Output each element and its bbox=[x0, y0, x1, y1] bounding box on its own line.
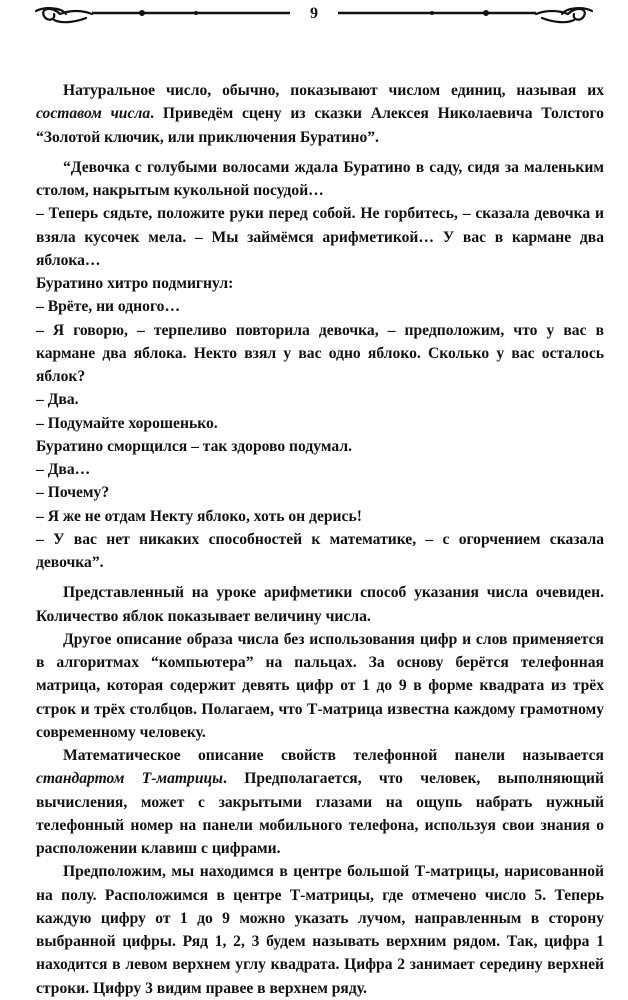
dialog-line: – У вас нет никаких способностей к математике, – с огорчением сказала девочка”. bbox=[36, 530, 604, 571]
page-header bbox=[0, 0, 628, 36]
dialog-line: – Теперь сядьте, положите руки перед собой. Не горбитесь, – сказала девочка и взяла кусочек мела. – Мы займёмся арифметикой… У вас в кармане два яблока… bbox=[36, 205, 604, 269]
paragraph-1-text-b: . Приведём сцену из сказки Алексея Николаевича Толстого “Золотой ключик, или приключения Буратино”. bbox=[36, 105, 604, 146]
paragraph-1-text-a: Натуральное число, обычно, показывают числом единиц, называя их bbox=[63, 82, 604, 99]
paragraph: Другое описание образа числа без использования цифр и слов применяется в алгоритмах “компьютера” на пальцах. За основу берётся телефонная матрица, которая содержит девять цифр от 1 до 9 в форме квадрата из трёх строк и трёх столбцов. Полагаем, что Т-матрица известна каждому грамотному современному человеку. bbox=[36, 630, 604, 741]
dialog-line: – Врёте, ни одного… bbox=[36, 298, 181, 316]
page-body bbox=[36, 79, 604, 1000]
dialog-line: – Почему? bbox=[36, 484, 110, 502]
dialog-line: – Два. bbox=[36, 391, 79, 409]
paragraph-text-b: . Предполагается, что человек, выполняющий вычисления, может с закрытыми глазами на ощупь набрать нужный телефонный номер на панели мобильного телефона, используя свои знания о расположении клавиш с цифрами. bbox=[36, 770, 605, 857]
dialog-line: – Два… bbox=[36, 461, 91, 478]
quote-intro: “Девочка с голубыми волосами ждала Буратино в саду, сидя за маленьким столом, накрытым кукольной посудой… bbox=[36, 158, 604, 199]
dialog-line: Буратино сморщился – так здорово подумал. bbox=[36, 437, 352, 455]
dialog-line: – Я говорю, – терпеливо повторила девочка, – предположим, что у вас в кармане два яблока. Некто взял у вас одно яблоко. Сколько у вас осталось яблок? bbox=[36, 321, 604, 385]
dialog-line: – Я же не отдам Некту яблоко, хоть он дерись! bbox=[36, 507, 362, 525]
paragraph bbox=[36, 744, 604, 860]
term-composition-of-number: составом числа bbox=[36, 105, 151, 123]
paragraph-text-a: Математическое описание свойств телефонной панели называется bbox=[63, 747, 604, 764]
paragraph: Представленный на уроке арифметики способ указания числа очевиден. Количество яблок показывает величину числа. bbox=[36, 584, 604, 625]
paragraph: Предположим, мы находимся в центре большой Т-матрицы, нарисованной на полу. Расположимся в центре Т-матрицы, где отмечено число 5. Теперь каждую цифру от 1 до 9 можно указать лучом, направленным в сторону выбранной цифры. Ряд 1, 2, 3 будем называть верхним рядом. Так, цифра 1 находится в левом верхнем углу квадрата. Цифра 2 занимает середину верхней строки. Цифру 3 видим правее в верхнем ряду. bbox=[36, 863, 604, 997]
dialog-line: Буратино хитро подмигнул: bbox=[36, 275, 234, 292]
term-t-matrix-standard: стандартом Т-матрицы bbox=[36, 770, 224, 788]
page-number: 9 bbox=[310, 5, 318, 22]
paragraph-1 bbox=[36, 79, 604, 149]
dialog-line: – Подумайте хорошенько. bbox=[36, 414, 218, 432]
